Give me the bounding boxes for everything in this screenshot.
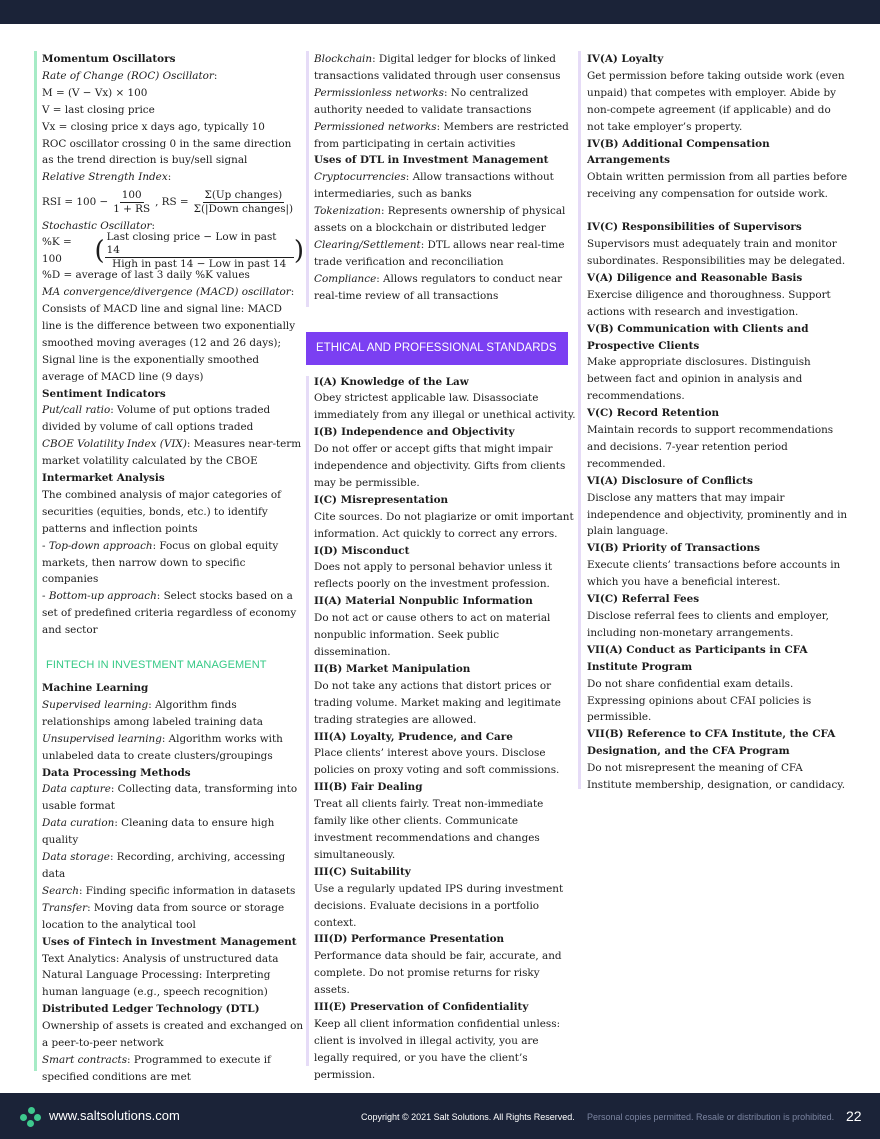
column-ethics-continued [578,51,849,792]
put-call-ratio: Put/call ratio: Volume of put options traded divided by volume of call options traded [42,404,271,434]
standard-title: I(A) Knowledge of the Law [314,375,469,388]
standard-text: Treat all clients fairly. Treat non-immediate family like other clients. Communicate investment recommendations and changes simultaneously. [314,798,544,861]
rsi-label: Relative Strength Index: [42,171,172,184]
standard-text: Do not misrepresent the meaning of CFA Institute membership, designation, or candidacy. [587,762,846,792]
v-definition: V = last closing price [42,103,155,116]
macd-label: MA convergence/divergence (MACD) oscillator: [42,286,295,299]
column-dlt-ethics [306,51,576,1084]
text-analytics: Text Analytics: Analysis of unstructured data [42,952,279,965]
cryptocurrencies: Cryptocurrencies: Allow transactions without intermediaries, such as banks [314,171,554,201]
standard-text: Keep all client information confidential unless: client is involved in illegal activity, you are legally required, or you have the client’s permission. [314,1017,561,1081]
standard-text: Exercise diligence and thoroughness. Support actions with research and investigation. [587,288,831,318]
intermarket-text: The combined analysis of major categories of securities (equities, bonds, etc.) to identify patterns and inflection points [42,488,281,535]
standard-title: IV(A) Loyalty [587,53,664,65]
ethics-section-header: ETHICAL AND PROFESSIONAL STANDARDS [306,332,568,365]
standard-text: Obey strictest applicable law. Disassociate immediately from any illegal or unethical activity. [314,392,576,422]
standard-title: VII(A) Conduct as Participants in CFA Institute Program [587,643,808,673]
uses-fintech-title: Uses of Fintech in Investment Management [42,935,297,948]
data-processing-title: Data Processing Methods [42,766,191,779]
standard-text: Do not offer or accept gifts that might impair independence and objectivity. Gifts from clients may be permissible. [314,443,566,489]
standard-title: II(A) Material Nonpublic Information [314,595,533,608]
clearing-settlement: Clearing/Settlement: DTL allows near real-time trade verification and reconciliation [314,238,565,268]
standard-title: V(A) Diligence and Reasonable Basis [587,271,803,284]
standard-text: Cite sources. Do not plagiarize or omit important information. Act quickly to correct any errors. [314,510,574,540]
standard-title: VI(C) Referral Fees [587,593,700,606]
ml-title: Machine Learning [42,682,149,694]
rights-text: Personal copies permitted. Resale or distribution is prohibited. [587,1112,835,1122]
macd-text: Consists of MACD line and signal line: MACD line is the difference between two exponentially smoothed moving averages (12 and 26 days); Signal line is the exponentially smoothed average of MACD line (9 days) [42,302,296,383]
data-storage: Data storage: Recording, archiving, accessing data [42,851,286,880]
bottom-up-approach: - Bottom-up approach: Select stocks based on a set of predefined criteria regardless of economy and sector [42,590,297,637]
standard-text: Performance data should be fair, accurate, and complete. Do not promise returns for risky assets. [314,950,562,997]
standard-text: Supervisors must adequately train and monitor subordinates. Responsibilities may be delegated. [587,238,846,267]
standard-title: V(B) Communication with Clients and Prospective Clients [587,322,809,352]
vix: CBOE Volatility Index (VIX): Measures near-term market volatility calculated by the CBOE [42,438,302,468]
footer-bar [0,1093,880,1139]
vx-definition: Vx = closing price x days ago, typically 10 [42,120,265,133]
stochastic-label: Stochastic Oscillator: [42,220,155,233]
tokenization: Tokenization: Represents ownership of physical assets on a blockchain or distributed ledger [314,205,566,235]
standard-text: Disclose any matters that may impair independence and objectivity, prominently and in plain language. [587,491,848,538]
smart-contracts: Smart contracts: Programmed to execute if specified conditions are met [42,1053,271,1083]
standard-title: VI(B) Priority of Transactions [587,542,760,555]
standard-text: Maintain records to support recommendations and decisions. 7-year retention period recommended. [587,424,834,470]
unsupervised-learning: Unsupervised learning: Algorithm works with unlabeled data to create clusters/groupings [42,732,283,762]
standard-text: Execute clients’ transactions before accounts in which you have a beneficial interest. [587,559,841,589]
standard-title: II(B) Market Manipulation [314,662,471,675]
fintech-section-header: FINTECH IN INVESTMENT MANAGEMENT [46,659,267,672]
website-link[interactable]: www.saltsolutions.com [49,1108,180,1123]
standard-text: Make appropriate disclosures. Distinguish between fact and opinion in analysis and recommendations. [587,356,811,403]
compliance: Compliance: Allows regulators to conduct near real-time review of all transactions [314,272,563,302]
sentiment-title: Sentiment Indicators [42,387,166,400]
standard-title: III(D) Performance Presentation [314,933,505,946]
column-technical-fintech [34,51,304,1083]
standard-text: Use a regularly updated IPS during investment decisions. Evaluate decisions in a portfolio context. [314,882,564,929]
roc-text: ROC oscillator crossing 0 in the same direction as the trend direction is buy/sell signal [42,137,292,167]
data-curation: Data curation: Cleaning data to ensure high quality [42,817,275,847]
data-capture: Data capture: Collecting data, transforming into usable format [42,783,298,813]
rsi-formula: RSI = 100 − $\frac{100}{1 + RS}$ , RS = $\frac{\text{Σ(Up changes)}}{\text{Σ(|Down changes|)}}$ [42,188,294,215]
roc-label: Rate of Change (ROC) Oscillator: [42,69,218,82]
blockchain: Blockchain: Digital ledger for blocks of linked transactions validated through user consensus [314,53,561,82]
top-down-approach: - Top-down approach: Focus on global equity markets, then narrow down to specific companies [42,539,279,586]
top-bar [0,0,880,24]
standard-title: VI(A) Disclosure of Conflicts [587,474,753,487]
standard-title: IV(C) Responsibilities of Supervisors [587,221,802,234]
standard-title: I(D) Misconduct [314,544,410,557]
d-definition: %D = average of last 3 daily %K values [42,269,250,282]
permissionless-networks: Permissionless networks: No centralized authority needed to validate transactions [314,86,532,116]
data-search: Search: Finding specific information in datasets [42,884,296,897]
standard-text: Does not apply to personal behavior unless it reflects poorly on the investment profession. [314,561,553,591]
nlp: Natural Language Processing: Interpreting human language (e.g., speech recognition) [42,969,271,999]
standard-title: V(C) Record Retention [587,407,720,420]
standard-title: III(B) Fair Dealing [314,781,423,794]
standard-text: Get permission before taking outside work (even unpaid) that competes with employer. Abide by non-compete agreement (if applicable) and do not take employer’s property. [587,69,845,133]
standard-title: III(A) Loyalty, Prudence, and Care [314,730,513,743]
permissioned-networks: Permissioned networks: Members are restricted from participating in certain activities [314,120,569,150]
uses-dtl-title: Uses of DTL in Investment Management [314,154,549,167]
standard-title: III(E) Preservation of Confidentiality [314,1001,529,1014]
standard-title: VII(B) Reference to CFA Institute, the CFA Designation, and the CFA Program [587,728,836,758]
momentum-title: Momentum Oscillators [42,53,176,65]
page-number: 22 [846,1108,862,1124]
intermarket-title: Intermarket Analysis [42,472,165,485]
standard-text: Do not take any actions that distort prices or trading volume. Market making and legitimate trading strategies are allowed. [314,679,561,726]
dlt-title: Distributed Ledger Technology (DTL) [42,1003,260,1016]
standard-title: I(C) Misrepresentation [314,493,449,506]
standard-text: Place clients’ interest above yours. Disclose policies on proxy voting and soft commissions. [314,747,560,777]
standard-text: Do not share confidential exam details. Expressing opinions about CFAI policies is permissible. [587,677,812,724]
stochastic-formula: %K = 100 ( $\frac{\text{Last closing price − Low in past 14}}{\text{High in past 14 − Low in past 14}}$ ) [42,231,304,271]
standard-text: Disclose referral fees to clients and employer, including non-monetary arrangements. [587,610,829,639]
data-transfer: Transfer: Moving data from source or storage location to the analytical tool [42,901,285,931]
standard-title: IV(B) Additional Compensation Arrangements [587,137,770,167]
standard-title: III(C) Suitability [314,865,411,878]
standard-text: Do not act or cause others to act on material nonpublic information. Seek public dissemination. [314,612,551,658]
roc-formula: M = (V − Vx) × 100 [42,86,148,99]
standard-text: Obtain written permission from all parties before receiving any compensation for outside work. [587,171,848,201]
copyright-text: Copyright © 2021 Salt Solutions. All Rights Reserved. [361,1112,575,1122]
standard-title: I(B) Independence and Objectivity [314,426,515,439]
dlt-text: Ownership of assets is created and exchanged on a peer-to-peer network [42,1020,304,1050]
salt-logo-icon [20,1107,42,1127]
supervised-learning: Supervised learning: Algorithm finds relationships among labeled training data [42,698,263,728]
